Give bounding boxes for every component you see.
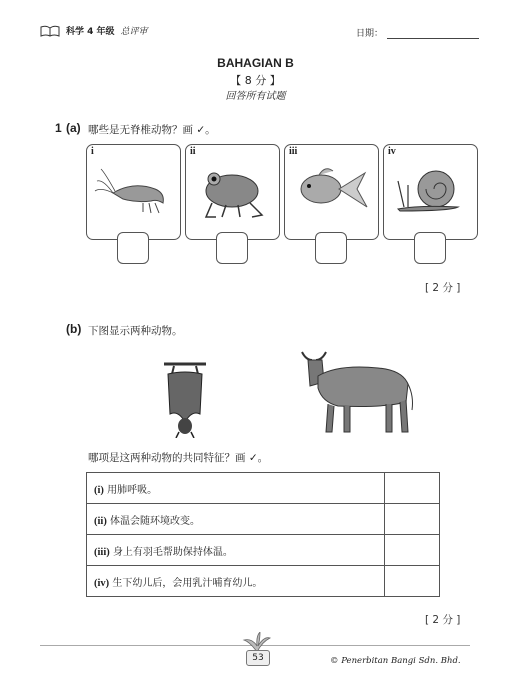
frog-icon xyxy=(192,159,272,221)
row-number: (ii) xyxy=(94,515,107,527)
table-row xyxy=(87,473,440,504)
bat-icon xyxy=(160,360,210,438)
date-line[interactable] xyxy=(387,29,479,39)
table-row xyxy=(87,504,440,535)
marks-part-a: [ 2 分 ] xyxy=(425,282,461,294)
plant-icon xyxy=(242,632,272,652)
subject-label: 科学 4 年级 xyxy=(66,27,115,37)
row-text xyxy=(87,566,385,597)
part-a-label: (a) xyxy=(66,121,81,135)
part-a-question: 哪些是无脊椎动物？画 ✓。 xyxy=(88,124,216,136)
question-number: 1 xyxy=(55,121,62,135)
row-statement: 生下幼儿后，会用乳汁哺育幼儿。 xyxy=(112,577,263,589)
bull-icon xyxy=(298,346,416,436)
tick-cell-i[interactable] xyxy=(385,473,440,504)
option-card-ii xyxy=(185,144,280,240)
row-number: (i) xyxy=(94,484,104,496)
row-number: (iii) xyxy=(94,546,110,558)
part-b-label: (b) xyxy=(66,322,82,336)
option-label: iii xyxy=(289,146,298,157)
part-b-intro: 下图显示两种动物。 xyxy=(88,325,183,337)
shrimp-icon xyxy=(93,159,173,221)
option-label: i xyxy=(91,146,94,157)
row-text xyxy=(87,473,385,504)
table-row xyxy=(87,566,440,597)
option-label: iv xyxy=(388,146,396,157)
tick-box-iii[interactable] xyxy=(315,232,347,264)
booklet-label: 总评审 xyxy=(120,27,148,37)
option-card-iii xyxy=(284,144,379,240)
row-text xyxy=(87,535,385,566)
tick-cell-iv[interactable] xyxy=(385,566,440,597)
page-number: 53 xyxy=(246,650,270,666)
tick-box-i[interactable] xyxy=(117,232,149,264)
section-marks: 【 8 分 】 xyxy=(230,74,281,87)
row-number: (iv) xyxy=(94,577,110,589)
snail-icon xyxy=(390,159,470,221)
row-text xyxy=(87,504,385,535)
tick-box-ii[interactable] xyxy=(216,232,248,264)
marks-part-b: [ 2 分 ] xyxy=(425,614,461,626)
copyright: © Penerbitan Bangi Sdn. Bhd. xyxy=(330,656,461,666)
date-label: 日期： xyxy=(356,29,384,39)
goldfish-icon xyxy=(291,159,371,221)
section-instruction: 回答所有试题 xyxy=(225,91,286,102)
row-statement: 身上有羽毛帮助保持体温。 xyxy=(112,546,233,558)
tick-cell-iii[interactable] xyxy=(385,535,440,566)
row-statement: 用肺呼吸。 xyxy=(107,484,158,496)
option-card-iv xyxy=(383,144,478,240)
tick-box-iv[interactable] xyxy=(414,232,446,264)
tick-cell-ii[interactable] xyxy=(385,504,440,535)
date-field xyxy=(356,26,479,39)
option-card-i xyxy=(86,144,181,240)
table-row xyxy=(87,535,440,566)
characteristics-table xyxy=(86,472,440,597)
page-header xyxy=(40,24,148,37)
part-b-question: 哪项是这两种动物的共同特征？画 ✓。 xyxy=(88,452,269,464)
row-statement: 体温会随环境改变。 xyxy=(110,515,201,527)
section-title: BAHAGIAN B xyxy=(217,56,294,70)
open-book-icon xyxy=(40,25,60,37)
option-label: ii xyxy=(190,146,196,157)
